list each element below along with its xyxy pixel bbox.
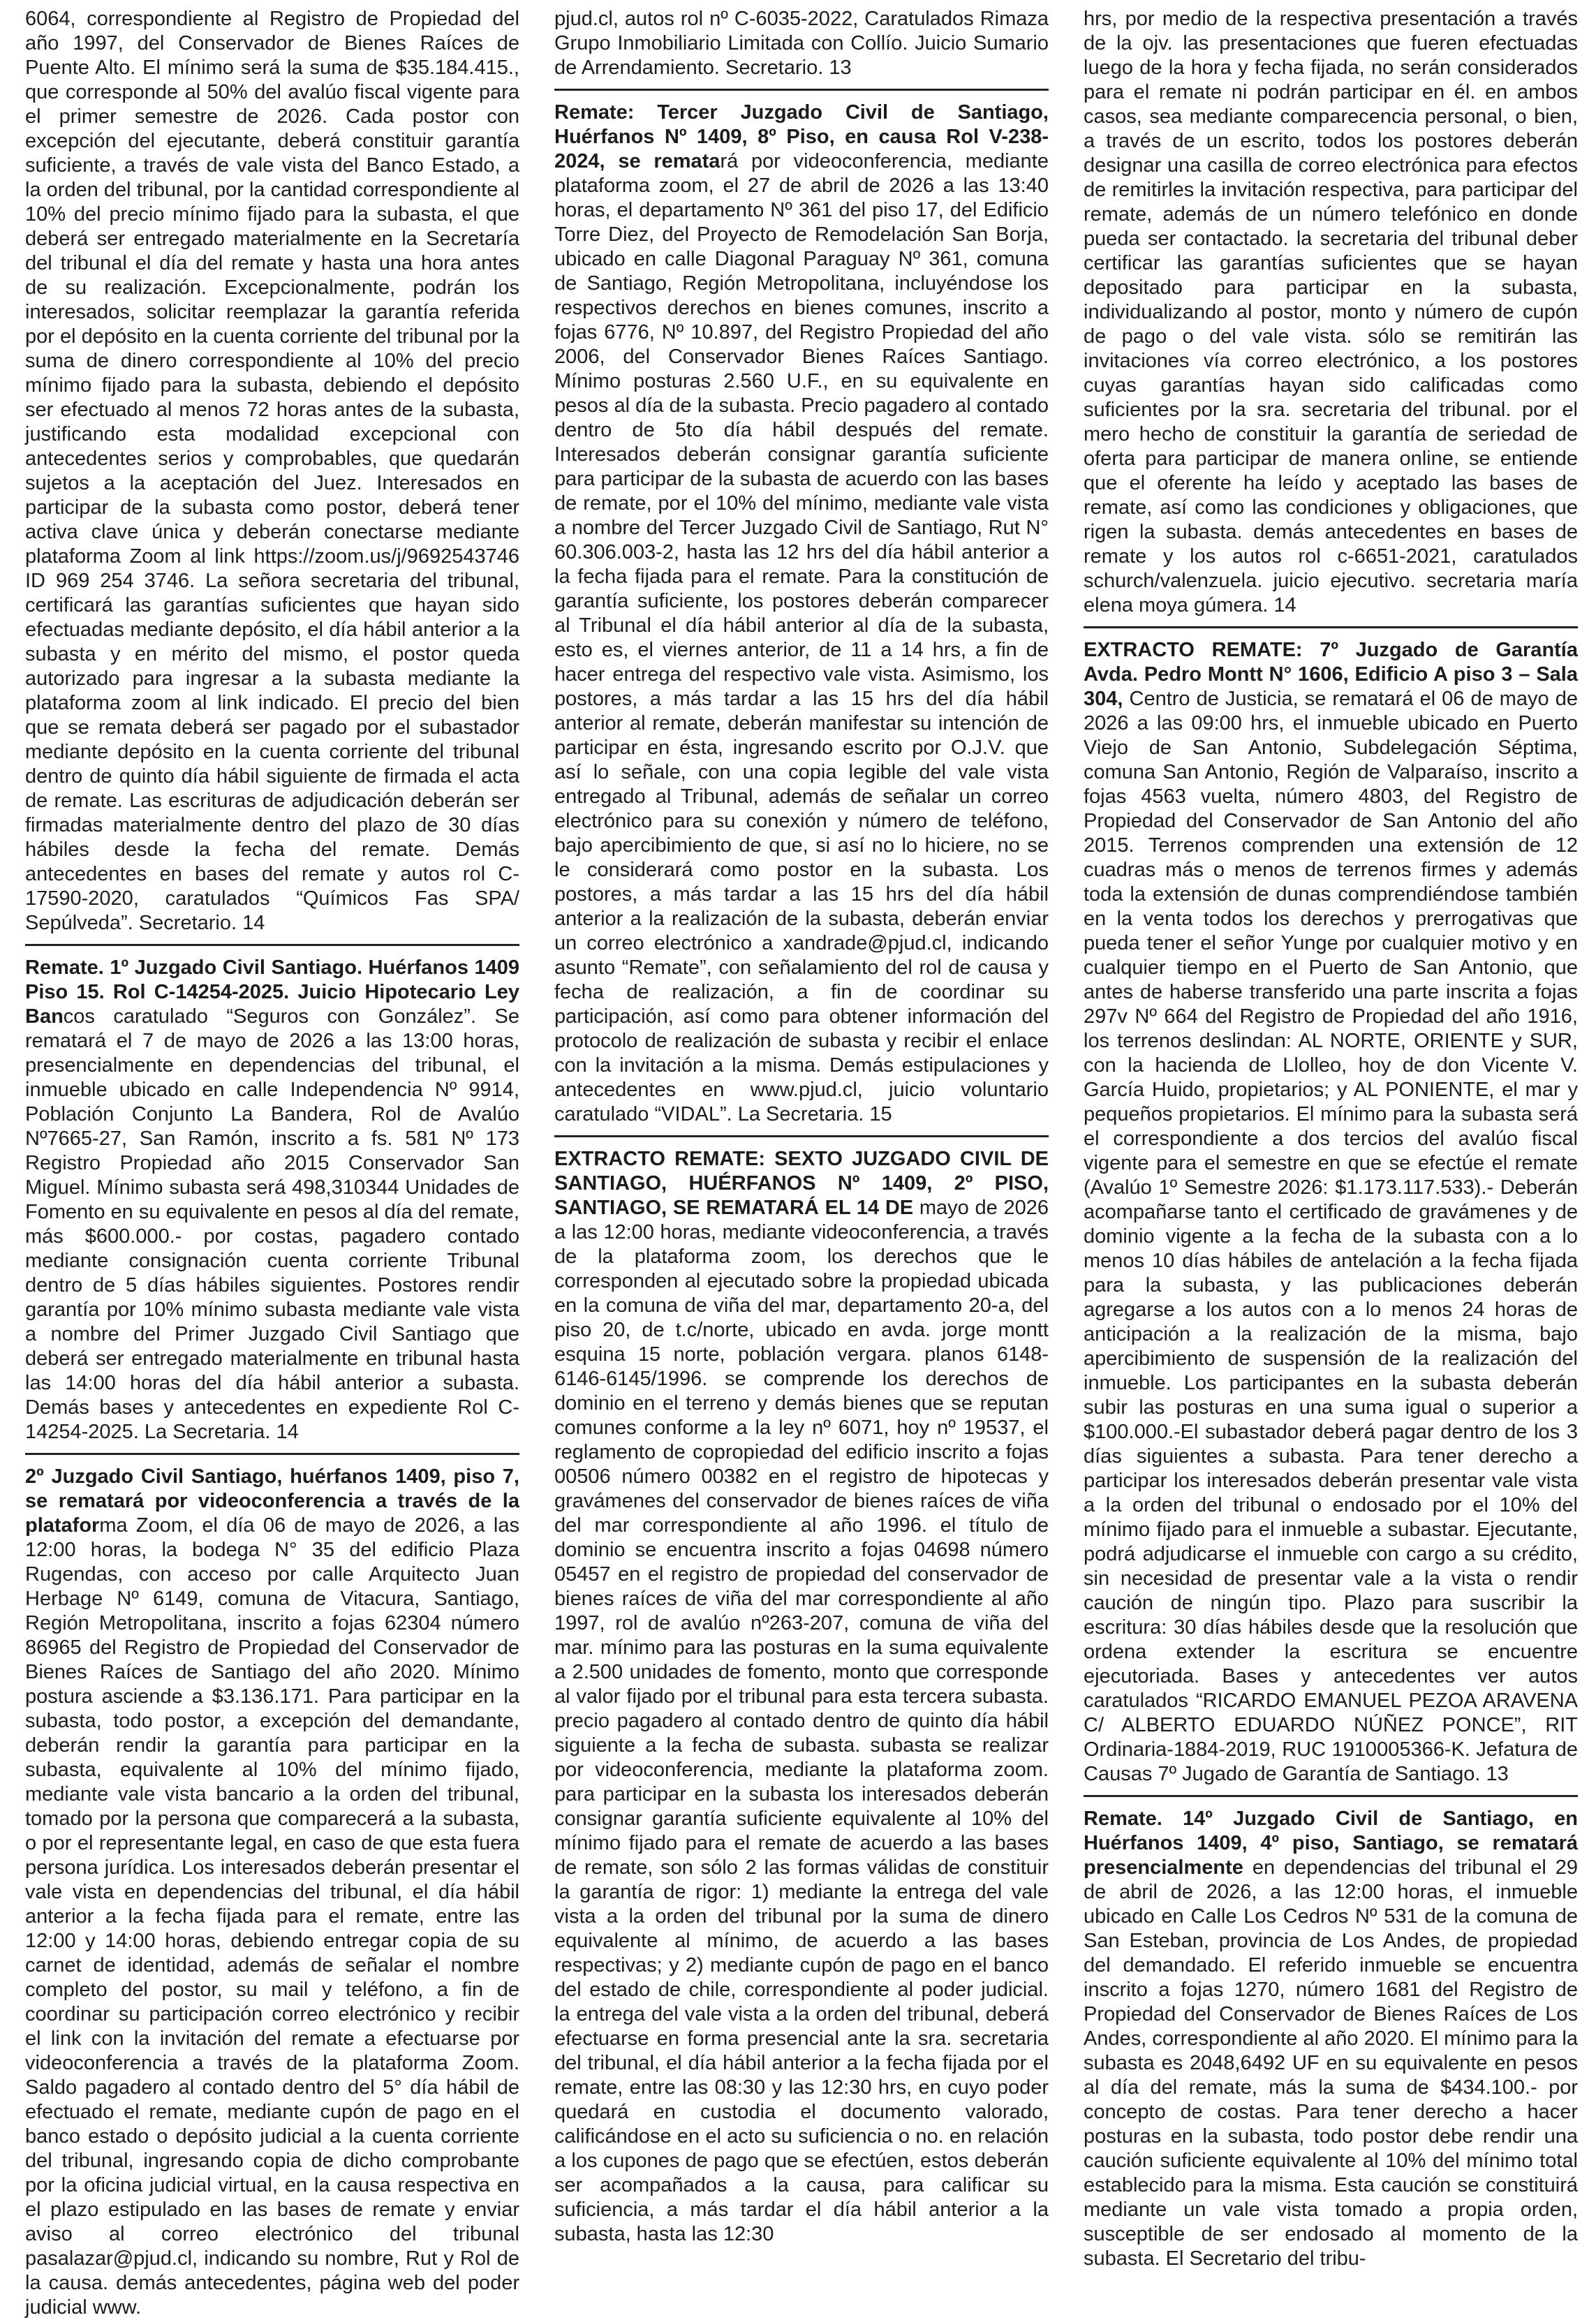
notice-divider — [25, 1453, 519, 1455]
notice-remate-2-juzgado — [25, 1465, 519, 2320]
notice-remate-1-juzgado — [25, 956, 519, 1445]
notice-heading: 2º Juzgado Civil Santiago, huérfanos 1409, piso 7, se rematará por videoconferencia a través de la platafor — [25, 1465, 519, 1537]
notice-extracto-7-garantia — [1084, 638, 1578, 1787]
notice-divider — [554, 89, 1049, 91]
notice-body: pjud.cl, autos rol nº C-6035-2022, Caratulados Rimaza Grupo Inmobiliario Limitada con Collío. Juicio Sumario de Arrendamiento. Secretario. 13 — [554, 8, 1049, 79]
notice-body: 6064, correspondiente al Registro de Propiedad del año 1997, del Conservador de Bienes Raíces de Puente Alto. El mínimo será la suma de $35.184.415., que corresponde al 50% del avalúo fiscal vigente para el primer semestre de 2026. Cada postor con excepción del ejecutante, deberá constituir garantía suficiente, a través de vale vista del Banco Estado, a la orden del tribunal, por la cantidad correspondiente al 10% del precio mínimo fijado para la subasta, el que deberá ser entregado materialmente en la Secretaría del tribunal el día del remate y hasta una hora antes de su realización. Excepcionalmente, podrán los interesados, solicitar reemplazar la garantía referida por el depósito en la cuenta corriente del tribunal por la suma de dinero correspondiente al 10% del precio mínimo fijado para la subasta, debiendo el depósito ser efectuado al menos 72 horas antes de la subasta, justificando esta modalidad excepcional con antecedentes serios y comprobables, que quedarán sujetos a la aceptación del Juez. Interesados en participar de la subasta como postor, deberá tener activa clave única y deberán conectarse mediante plataforma Zoom al link https://zoom.us/j/9692543746 ID 969 254 3746. La señora secretaria del tribunal, certificará las garantías suficientes que hayan sido efectuadas mediante depósito, el día hábil anterior a la subasta y en mérito del mismo, el postor queda autorizado para ingresar a la subasta mediante la plataforma zoom al link indicado. El precio del bien que se remata deberá ser pagado por el subastador mediante depósito en la cuenta corriente del tribunal dentro de quinto día hábil siguiente de firmada el acta de remate. Las escrituras de adjudicación deberán ser firmadas materialmente dentro del plazo de 30 días hábiles desde la fecha del remate. Demás antecedentes en bases del remate y autos rol C-17590-2020, caratulados “Químicos Fas SPA/ Sepúlveda”. Secretario. 14 — [25, 8, 519, 934]
notice-body: cos caratulado “Seguros con González”. Se rematará el 7 de mayo de 2026 a las 13:00 horas, presencialmente en dependencias del tribunal, el inmueble ubicado en calle Independencia Nº 9914, Población Conjunto La Bandera, Rol de Avalúo Nº7665-27, San Ramón, inscrito a fs. 581 Nº 173 Registro Propiedad año 2015 Conservador San Miguel. Mínimo subasta será 498,310344 Unidades de Fomento en su equivalente en pesos al día del remate, más $600.000.- por costas, pagadero contado mediante consignación cuenta corriente Tribunal dentro de 5 días hábiles siguientes. Postores rendir garantía por 10% mínimo subasta mediante vale vista a nombre del Primer Juzgado Civil Santiago que deberá ser entregado materialmente en tribunal hasta las 14:00 horas del día hábil anterior a subasta. Demás bases y antecedentes en expediente Rol C-14254-2025. La Secretaria. 14 — [25, 1005, 519, 1443]
notice-remate-3-juzgado — [554, 101, 1049, 1127]
notice-heading: Remate. 14º Juzgado Civil de Santiago, en Huérfanos 1409, 4º piso, Santiago, se rematará presencialmente — [1084, 1808, 1578, 1879]
notice-heading: Remate. 1º Juzgado Civil Santiago. Huérfanos 1409 Piso 15. Rol C-14254-2025. Juicio Hipotecario Ley Ban — [25, 956, 519, 1028]
column-3 — [1084, 7, 1578, 2270]
notice-continuation — [554, 7, 1049, 80]
notice-divider — [1084, 1795, 1578, 1797]
notice-remate-14-juzgado — [1084, 1807, 1578, 2271]
notice-heading: Remate: Tercer Juzgado Civil de Santiago, Huérfanos Nº 1409, 8º Piso, en causa Rol V-238-2024, se remata — [554, 101, 1049, 172]
notice-body: rá por videoconferencia, mediante plataforma zoom, el 27 de abril de 2026 a las 13:40 horas, el departamento Nº 361 del piso 17, del Edificio Torre Diez, del Proyecto de Remodelación San Borja, ubicado en calle Diagonal Paraguay Nº 361, comuna de Santiago, Región Metropolitana, incluyéndose los respectivos derechos en bienes comunes, inscrito a fojas 6776, Nº 10.897, del Registro Propiedad del año 2006, del Conservador Bienes Raíces Santiago. Mínimo posturas 2.560 U.F., en su equivalente en pesos al día de la subasta. Precio pagadero al contado dentro de 5to día hábil después del remate. Interesados deberán consignar garantía suficiente para participar de la subasta de acuerdo con las bases de remate, por el 10% del mínimo, mediante vale vista a nombre del Tercer Juzgado Civil de Santiago, Rut N° 60.306.003-2, hasta las 12 hrs del día hábil anterior a la fecha fijada para el remate. Para la constitución de garantía suficiente, los postores deberán comparecer al Tribunal el día hábil anterior al día de la subasta, esto es, el viernes anterior, de 11 a 14 hrs, a fin de hacer entrega del respectivo vale vista. Asimismo, los postores, a más tardar a las 15 hrs del día hábil anterior al remate, deberán manifestar su intención de participar en ésta, ingresando escrito por O.J.V. que así lo señale, con una copia legible del vale vista entregado al Tribunal, además de señalar un correo electrónico para su conexión y número de teléfono, bajo apercibimiento de que, si así no lo hiciere, no se le considerará como postor en la subasta. Los postores, a más tardar a las 15 hrs del día hábil anterior a la realización de la subasta, deberán enviar un correo electrónico a xandrade@pjud.cl, indicando asunto “Remate”, con señalamiento del rol de causa y fecha de realización, a fin de coordinar su participación, así como para obtener información del protocolo de realización de subasta y recibir el enlace con la invitación a la misma. Demás estipulaciones y antecedentes en www.pjud.cl, juicio voluntario caratulado “VIDAL”. La Secretaria. 15 — [554, 150, 1049, 1125]
notice-heading: EXTRACTO REMATE: 7º Juzgado de Garantía Avda. Pedro Montt N° 1606, Edificio A piso 3 – Sala 304, — [1084, 639, 1578, 710]
notice-continuation — [1084, 7, 1578, 618]
notice-body: hrs, por medio de la respectiva presentación a través de la ojv. las presentaciones que fueren efectuadas luego de la hora y fecha fijada, no serán considerados para el remate ni podrán participar en él. en ambos casos, sea mediante comparecencia personal, o bien, a través de un escrito, todos los postores deberán designar una casilla de correo electrónica para efectos de remitirles la invitación respectiva, para participar del remate, además de un número telefónico en donde pueda ser contactado. la secretaria del tribunal deber certificar las garantías suficientes que se hayan depositado para participar en la subasta, individualizando al postor, monto y número de cupón de pago o del vale vista. sólo se remitirán las invitaciones vía correo electrónico, a los postores cuyas garantías hayan sido calificadas como suficientes por la sra. secretaria del tribunal. por el mero hecho de constituir la garantía de seriedad de oferta para participar de manera online, se entiende que el oferente ha leído y aceptado las bases de remate, así como las condiciones y obligaciones, que rigen la subasta. demás antecedentes en bases de remate y los autos rol c-6651-2021, caratulados schurch/valenzuela. juicio ejecutivo. secretaria maría elena moya gúmera. 14 — [1084, 8, 1578, 616]
notice-continuation — [25, 7, 519, 936]
notice-divider — [1084, 626, 1578, 628]
notice-body: Centro de Justicia, se rematará el 06 de mayo de 2026 a las 09:00 hrs, el inmueble ubicado en Puerto Viejo de San Antonio, Subdelegación Séptima, comuna San Antonio, Región de Valparaíso, inscrito a fojas 4563 vuelta, número 4803, del Registro de Propiedad del Conservador de San Antonio del año 2015. Terrenos comprenden una extensión de 12 cuadras más o menos de terrenos firmes y además toda la extensión de dunas comprendiéndose también en la venta todos los derechos y prerrogativas que pueda tener el señor Yunge por cualquier motivo y en cualquier tiempo en el Puerto de San Antonio, que antes de haberse transferido una parte inscrita a fojas 297v Nº 664 del Registro de Propiedad del año 1916, los terrenos deslindan: AL NORTE, ORIENTE y SUR, con la hacienda de Llolleo, hoy de don Vicente V. García Huido, propietarios; y AL PONIENTE, el mar y pequeños propietarios. El mínimo para la subasta será el correspondiente a dos tercios del avalúo fiscal vigente para el semestre en que se efectúe el remate (Avalúo 1º Semestre 2026: $1.173.117.533).- Deberán acompañarse tanto el certificado de gravámenes y de dominio vigente a la fecha de la subasta con a lo menos 10 días hábiles de antelación a la fecha fijada para la subasta, y las publicaciones deberán agregarse a los autos con a lo menos 24 horas de anticipación a la realización de la misma, bajo apercibimiento de suspensión de la realización del inmueble. Los participantes en la subasta deberán subir las posturas en una suma igual o superior a $100.000.-El subastador deberá pagar dentro de los 3 días siguientes a subasta. Para tener derecho a participar los interesados deberán presentar vale vista a la orden del tribunal o endosado por el 10% del mínimo fijado para el inmueble a subastar. Ejecutante, podrá adjudicarse el inmueble con cargo a su crédito, sin necesidad de presentar vale a la vista o rendir caución de ningún tipo. Plazo para suscribir la escritura: 30 días hábiles desde que la resolución que ordena extender la escritura se encuentre ejecutoriada. Bases y antecedentes ver autos caratulados “RICARDO EMANUEL PEZOA ARAVENA C/ ALBERTO EDUARDO NÚÑEZ PONCE”, RIT Ordinaria-1884-2019, RUC 1910005366-K. Jefatura de Causas 7º Jugado de Garantía de Santiago. 13 — [1084, 688, 1578, 1785]
notice-extracto-6-juzgado — [554, 1147, 1049, 2247]
notice-divider — [554, 1135, 1049, 1137]
notice-body: mayo de 2026 a las 12:00 horas, mediante videoconferencia, a través de la plataforma zoom, los derechos que le corresponden al ejecutado sobre la propiedad ubicada en la comuna de viña del mar, departamento 20-a, del piso 20, de t.c/norte, ubicado en avda. jorge montt esquina 15 norte, población vergara. planos 6148-6146-6145/1996. se comprende los derechos de dominio en el terreno y demás bienes que se reputan comunes conforme a la ley nº 6071, hoy nº 19537, el reglamento de copropiedad del edificio inscrito a fojas 00506 número 00382 en el registro de hipotecas y gravámenes del conservador de bienes raíces de viña del mar correspondiente al año 1996. el título de dominio se encuentra inscrito a fojas 04698 número 05457 en el registro de propiedad del conservador de bienes raíces de viña del mar correspondiente al año 1997, rol de avalúo nº263-207, comuna de viña del mar. mínimo para las posturas en la suma equivalente a 2.500 unidades de fomento, monto que corresponde al valor fijado por el tribunal para esta tercera subasta. precio pagadero al contado dentro de quinto día hábil siguiente a la fecha de subasta. subasta se realizar por videoconferencia, mediante la plataforma zoom. para participar en la subasta los interesados deberán consignar garantía suficiente equivalente al 10% del mínimo fijado para el remate de acuerdo a las bases de remate, son sólo 2 las formas válidas de constituir la garantía de rigor: 1) mediante la entrega del vale vista a la orden del tribunal por la suma de dinero equivalente al mínimo, de acuerdo a las bases respectivas; y 2) mediante cupón de pago en el banco del estado de chile, correspondiente al poder judicial. la entrega del vale vista a la orden del tribunal, deberá efectuarse en forma presencial ante la sra. secretaria del tribunal, el día hábil anterior a la fecha fijada por el remate, entre las 08:30 y las 12:30 hrs, en cuyo poder quedará en custodia el documento valorado, calificándose en el acto su suficiencia o no. en relación a los cupones de pago que se efectúen, estos deberán ser acompañados a la causa, para calificar su suficiencia, a más tardar el día hábil anterior a la subasta, hasta las 12:30 — [554, 1197, 1049, 2245]
notice-body: en dependencias del tribunal el 29 de abril de 2026, a las 12:00 horas, el inmueble ubicado en Calle Los Cedros Nº 531 de la comuna de San Esteban, provincia de Los Andes, de propiedad del demandado. El referido inmueble se encuentra inscrito a fojas 1270, número 1681 del Registro de Propiedad del Conservador de Bienes Raíces de Los Andes, correspondiente al año 2020. El mínimo para la subasta es 2048,6492 UF en su equivalente en pesos al día del remate, más la suma de $434.100.- por concepto de costas. Para tener derecho a hacer posturas en la subasta, todo postor debe rendir una caución suficiente equivalente al 10% del mínimo total establecido para la misma. Esta caución se constituirá mediante un vale vista tomado a propia orden, susceptible de ser endosado al momento de la subasta. El Secretario del tribu- — [1084, 1856, 1578, 2270]
notice-heading: EXTRACTO REMATE: SEXTO JUZGADO CIVIL DE SANTIAGO, HUÉRFANOS Nº 1409, 2º PISO, SANTIAGO, SE REMATARÁ EL 14 DE — [554, 1148, 1049, 1219]
column-2 — [554, 7, 1049, 2249]
column-1 — [25, 7, 519, 2319]
notice-body: ma Zoom, el día 06 de mayo de 2026, a las 12:00 horas, la bodega N° 35 del edificio Plaza Rugendas, con acceso por calle Arquitecto Juan Herbage Nº 6149, comuna de Vitacura, Santiago, Región Metropolitana, inscrito a fojas 62304 número 86965 del Registro de Propiedad del Conservador de Bienes Raíces de Santiago del año 2020. Mínimo postura asciende a $3.136.171. Para participar en la subasta, todo postor, a excepción del demandante, deberán rendir la garantía para participar en la subasta, equivalente al 10% del mínimo fijado, mediante vale vista bancario a la orden del tribunal, tomado por la persona que comparecerá a la subasta, o por el representante legal, en caso de que esta fuera persona jurídica. Los interesados deberán presentar el vale vista en dependencias del tribunal, el día hábil anterior a la fecha fijada para el remate, entre las 12:00 y 14:00 horas, debiendo entregar copia de su carnet de identidad, además de señalar el nombre completo del postor, su mail y teléfono, a fin de coordinar su participación correo electrónico y recibir el link con la invitación del remate a efectuarse por videoconferencia a través de la plataforma Zoom. Saldo pagadero al contado dentro del 5° día hábil de efectuado el remate, mediante cupón de pago en el banco estado o depósito judicial a la cuenta corriente del tribunal, ingresando copia de dicho comprobante por la oficina judicial virtual, en la causa respectiva en el plazo estipulado en las bases de remate y enviar aviso al correo electrónico del tribunal pasalazar@pjud.cl, indicando su nombre, Rut y Rol de la causa. demás antecedentes, página web del poder judicial www. — [25, 1514, 519, 2319]
notice-divider — [25, 944, 519, 946]
